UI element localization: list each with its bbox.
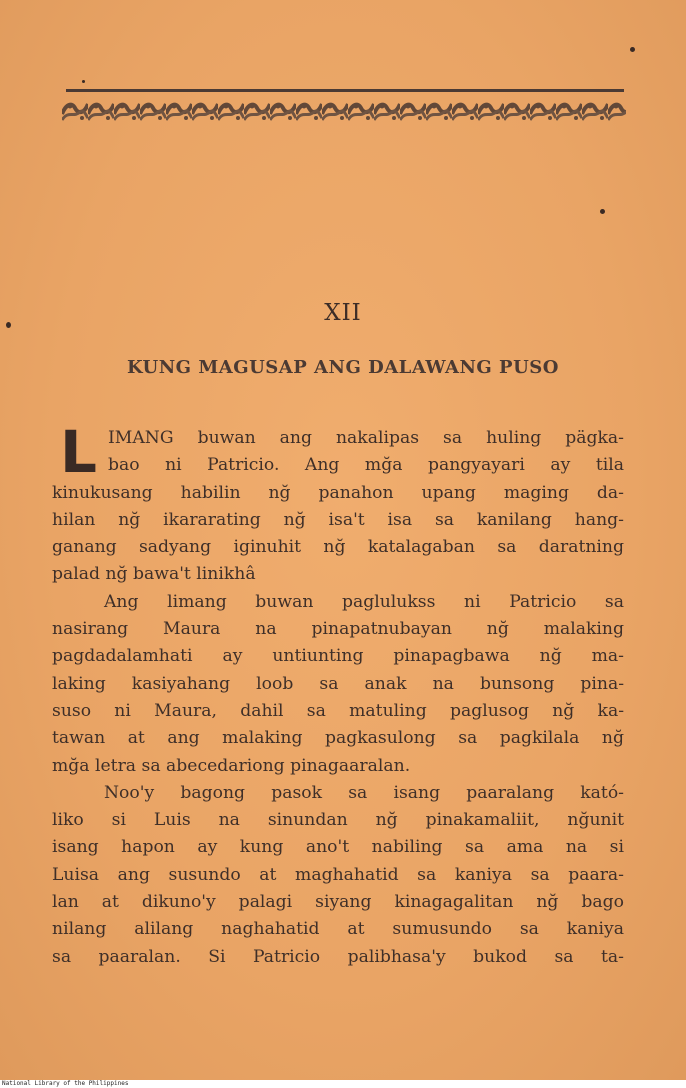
text-line: laking kasiyahang loob sa anak na bunsong pina- [52,673,624,694]
text-line: isang hapon ay kung ano't nabiling sa ama na si [52,837,624,858]
text-line: palad nğ bawa't linikhâ [52,564,256,585]
text-line: pagdadalamhati ay untiunting pinapagbawa nğ ma- [52,646,624,667]
text-line: bao ni Patricio. Ang mğa pangyayari ay tila [108,455,624,476]
decorative-border-ornament [62,96,626,126]
text-line: nilang alilang naghahatid at sumusundo sa kaniya [52,919,624,940]
drop-cap: L [60,418,97,486]
text-line: IMANG buwan ang nakalipas sa huling pägka- [108,428,624,448]
text-line: Noo'y bagong pasok sa isang paaralang kató- [104,782,624,803]
chapter-body [52,418,624,971]
text-line: mğa letra sa abecedariong pinagaaralan. [52,755,411,776]
paper-speck [600,209,605,214]
text-line: Ang limang buwan paglulukss ni Patricio sa [104,591,624,612]
text-line: liko si Luis na sinundan nğ pinakamaliit, nğunit [52,810,624,831]
library-credit: National Library of the Philippines [0,1080,686,1088]
text-line: nasirang Maura na pinapatnubayan nğ malaking [52,619,624,640]
text-line: lan at dikuno'y palagi siyang kinagagalitan nğ bago [52,892,624,913]
chapter-number: XII [324,300,362,326]
text-line: kinukusang habilin nğ panahon upang maging da- [52,482,624,503]
text-line: hilan nğ ikararating nğ isa't isa sa kanilang hang- [52,509,624,530]
text-line: Luisa ang susundo at maghahatid sa kaniya sa paara- [52,864,624,885]
chapter-title: KUNG MAGUSAP ANG DALAWANG PUSO [127,357,559,378]
text-line: sa paaralan. Si Patricio palibhasa'y bukod sa ta- [52,946,624,967]
paper-speck [6,322,11,328]
paper-speck [630,47,635,52]
text-line: suso ni Maura, dahil sa matuling paglusog nğ ka- [52,700,624,721]
header-rule [66,89,624,92]
paper-speck [82,80,85,83]
text-line: tawan at ang malaking pagkasulong sa pagkilala nğ [52,728,624,749]
text-line: ganang sadyang iginuhit nğ katalagaban sa daratning [52,537,624,558]
